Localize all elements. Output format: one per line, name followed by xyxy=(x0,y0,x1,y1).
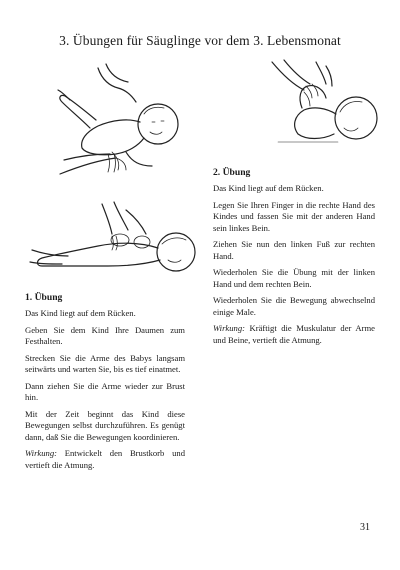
exercise-2-paragraph: Wiederholen Sie die Bewegung abwechselnd einige Male. xyxy=(213,295,375,317)
exercise-2-paragraph: Das Kind liegt auf dem Rücken. xyxy=(213,183,324,193)
exercise-1-paragraph: Strecken Sie die Arme des Babys langsam seitwärts und warten Sie, bis es tief einatmet. xyxy=(25,352,185,374)
exercise-2-effect xyxy=(213,323,375,346)
exercise-1-paragraph: Das Kind liegt auf dem Rücken. xyxy=(25,308,136,318)
page-number: 31 xyxy=(360,522,370,533)
illustration-arms-to-chest xyxy=(28,200,198,282)
illustration-arms-stretch-open xyxy=(40,62,200,177)
exercise-2-paragraph: Legen Sie Ihren Finger in die rechte Hand des Kindes und fassen Sie mit der anderen Hand sein linkes Bein. xyxy=(213,199,375,233)
effect-text: Entwickelt den Brustkorb und vertieft die Atmung. xyxy=(25,448,185,470)
exercise-1-section xyxy=(25,292,185,476)
effect-label: Wirkung: xyxy=(25,448,57,458)
exercise-1-heading: 1. Übung xyxy=(25,292,63,303)
illustration-leg-to-hand xyxy=(238,58,388,150)
exercise-2-heading: 2. Übung xyxy=(213,167,251,178)
exercise-1-effect xyxy=(25,448,185,471)
exercise-1-paragraph: Geben Sie dem Kind Ihre Daumen zum Festhalten. xyxy=(25,324,185,346)
exercise-1-paragraph: Mit der Zeit beginnt das Kind diese Bewegungen selbst durchzuführen. Es genügt dann, daß Sie die Bewegungen koordinieren. xyxy=(25,408,185,442)
effect-label: Wirkung: xyxy=(213,323,245,333)
exercise-2-paragraph: Wiederholen Sie die Übung mit der linken Hand und dem rechten Bein. xyxy=(213,267,375,289)
exercise-1-paragraph: Dann ziehen Sie die Arme wieder zur Brust hin. xyxy=(25,380,185,402)
exercise-2-paragraph: Ziehen Sie nun den linken Fuß zur rechten Hand. xyxy=(213,239,375,261)
effect-text: Kräftigt die Muskulatur der Arme und Beine, vertieft die Atmung. xyxy=(213,323,375,345)
page-title: 3. Übungen für Säuglinge vor dem 3. Lebensmonat xyxy=(59,33,341,48)
exercise-2-section xyxy=(213,167,375,351)
